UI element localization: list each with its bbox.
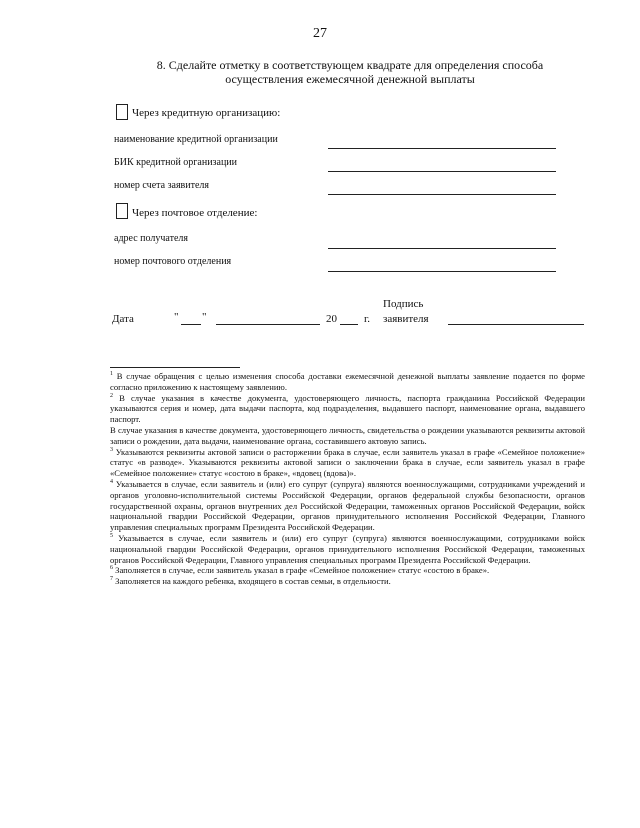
footnote-2-continued: В случае указания в качестве документа, удостоверяющего личность, свидетельства о рождении указываются реквизиты актовой записи о рождении, дата выдачи, наименование органа, составившего актовую запись. <box>110 424 585 446</box>
footnote-1: $^1$ В случае обращения с целью изменения способа доставки ежемесячной денежной выплаты заявление подается по форме согласно приложению к настоящему заявлению. <box>110 371 585 392</box>
footnote-4: $^4$ Указывается в случае, если заявитель и (или) его супруг (супруга) являются военнослужащими, сотрудниками учреждений и органов уголовно-исполнительной системы Российской Федерации, органов федеральной службы безопасности, органов государственной охраны, органов внутренних дел Российской Федерации, таможенных органов Российской Федерации, войск национальной гвардии Российской Федерации, органов принудительного исполнения Российской Федерации, Главного управления специальных программ Президента Российской Федерации. <box>110 478 585 533</box>
year-prefix: 20 <box>326 313 337 325</box>
footnote-separator <box>110 367 240 368</box>
footnotes <box>110 371 585 587</box>
footnote-3: $^3$ Указываются реквизиты актовой записи о расторжении брака в случае, если заявитель указал в графе «Семейное положение» статус «в разводе». Указываются реквизиты актовой записи о заключении брака в случае, если заявитель указал в графе «Семейное положение» статус «состою в браке», «вдовец (вдова)». <box>110 446 585 479</box>
footnote-5: $^5$ Указывается в случае, если заявитель и (или) его супруг (супруга) являются военнослужащими, сотрудниками войск национальной гвардии Российской Федерации, органов принудительного исполнения Российской Федерации, таможенных органов Российской Федерации, Главного управления специальных программ Президента Российской Федерации. <box>110 532 585 565</box>
bik-field[interactable] <box>328 171 556 172</box>
date-quote-open: " <box>174 311 179 323</box>
section-title-line1: 8. Сделайте отметку в соответствующем квадрате для определения способа <box>156 58 544 72</box>
signature-label-line2: заявителя <box>383 313 429 325</box>
post-office-number-field[interactable] <box>328 271 556 272</box>
section-title <box>120 58 580 86</box>
credit-org-checkbox[interactable] <box>116 104 128 120</box>
credit-org-option-label: Через кредитную организацию: <box>132 107 281 119</box>
account-number-label: номер счета заявителя <box>114 180 210 191</box>
credit-org-name-label: наименование кредитной организации <box>114 134 278 145</box>
footnote-6: $^6$ Заполняется в случае, если заявитель указал в графе «Семейное положение» статус «состою в браке». <box>110 565 490 576</box>
date-label: Дата <box>112 313 134 325</box>
year-suffix: г. <box>364 313 371 325</box>
date-quote-close: " <box>202 311 207 323</box>
account-number-field[interactable] <box>328 194 556 195</box>
post-office-checkbox[interactable] <box>116 203 128 219</box>
bik-label: БИК кредитной организации <box>114 157 237 168</box>
post-office-option-label: Через почтовое отделение: <box>132 207 258 219</box>
day-field[interactable] <box>181 324 201 325</box>
section-title-line2: осуществления ежемесячной денежной выплаты <box>225 72 475 86</box>
footnote-2: $^2$ В случае указания в качестве документа, удостоверяющего личность, паспорта гражданина Российской Федерации указываются серия и номер, дата выдачи паспорта, код подразделения, выдавшего паспорт, наименование органа, выдавшего паспорт. <box>110 392 585 425</box>
footnote-7: $^7$ Заполняется на каждого ребенка, входящего в состав семьи, в отдельности. <box>110 576 391 587</box>
recipient-address-field[interactable] <box>328 248 556 249</box>
signature-field[interactable] <box>448 324 584 325</box>
signature-label-line1: Подпись <box>383 298 424 310</box>
year-field[interactable] <box>340 324 358 325</box>
page-number: 27 <box>313 26 327 41</box>
credit-org-name-field[interactable] <box>328 148 556 149</box>
post-office-number-label: номер почтового отделения <box>114 256 232 267</box>
recipient-address-label: адрес получателя <box>114 233 188 244</box>
month-field[interactable] <box>216 324 320 325</box>
